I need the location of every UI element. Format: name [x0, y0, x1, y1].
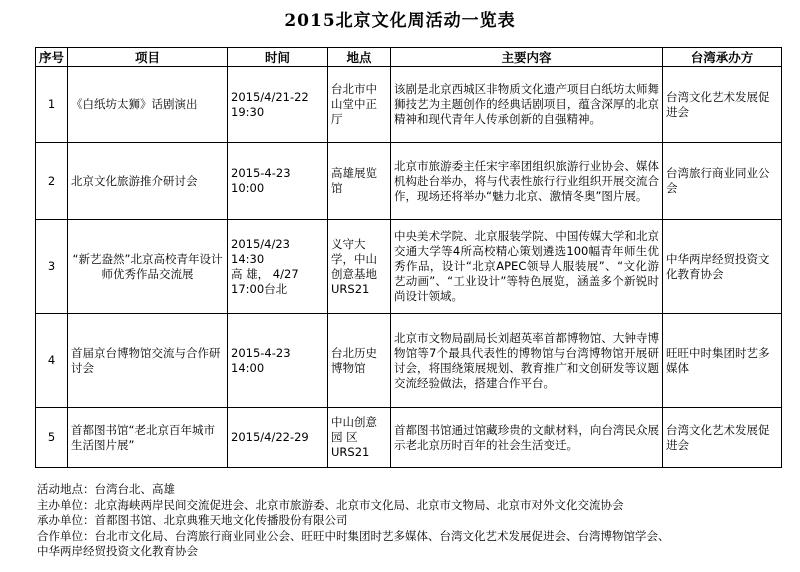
row-place: 高雄展览 馆: [328, 143, 391, 220]
row-time: 2015-4-23 14:00: [228, 314, 328, 408]
header-project: 项目: [68, 48, 228, 67]
row-index: 4: [36, 314, 68, 408]
row-place: 义守大 学，中山 创意基地 URS21: [328, 220, 391, 314]
row-project: “新艺盎然”北京高校青年设计师优秀作品交流展: [68, 220, 228, 314]
row-organizer: 台湾文化艺术发展促进会: [663, 408, 782, 468]
page-title: 2015北京文化周活动一览表: [284, 11, 516, 31]
row-content: 首都图书馆通过馆藏珍贵的文献材料，向台湾民众展示老北京历时百年的社会生活变迁。: [391, 408, 663, 468]
table-row: [36, 408, 782, 468]
row-index: 1: [36, 67, 68, 143]
row-time: 2015/4/23 14:30 高 雄， 4/27 17:00台北: [228, 220, 328, 314]
row-content: 该剧是北京西城区非物质文化遗产项目白纸坊太师舞狮技艺为主题创作的经典话剧项目，蕴含深厚的北京精神和现代青年人传承创新的自强精神。: [391, 67, 663, 143]
row-organizer: 台湾文化艺术发展促进会: [663, 67, 782, 143]
header-time: 时间: [228, 48, 328, 67]
footer-venue: 活动地点：台湾台北、高雄: [37, 482, 175, 496]
row-index: 3: [36, 220, 68, 314]
header-content: 主要内容: [391, 48, 663, 67]
row-content: 北京市旅游委主任宋宇率团组织旅游行业协会、媒体机构赴台举办，将与代表性旅行行业组织开展交流合作，现场还将举办“魅力北京、激情冬奥”图片展。: [391, 143, 663, 220]
row-content: 中央美术学院、北京服装学院、中国传媒大学和北京交通大学等4所高校精心策划遴选100幅青年师生优秀作品，设计“北京APEC领导人服装展”、“文化游艺动画”、“工业设计”等特色展览，涵盖多个新锐时尚设计领域。: [391, 220, 663, 314]
row-project: 《白纸坊太狮》话剧演出: [68, 67, 228, 143]
row-time: 2015-4-23 10:00: [228, 143, 328, 220]
row-time: 2015/4/21-22 19:30: [228, 67, 328, 143]
row-index: 2: [36, 143, 68, 220]
table-header-row: [36, 48, 782, 67]
table-row: [36, 67, 782, 143]
footer-undertaker: 承办单位：首都图书馆、北京典雅天地文化传播股份有限公司: [37, 513, 348, 527]
header-index: 序号: [36, 48, 68, 67]
header-place: 地点: [328, 48, 391, 67]
row-project: 首届京台博物馆交流与合作研讨会: [68, 314, 228, 408]
row-organizer: 中华两岸经贸投资文化教育协会: [663, 220, 782, 314]
row-organizer: 旺旺中时集团时艺多媒体: [663, 314, 782, 408]
row-index: 5: [36, 408, 68, 468]
row-content: 北京市文物局副局长刘超英率首都博物馆、大钟寺博物馆等7个最具代表性的博物馆与台湾博物馆开展研讨会，将围绕策展规划、教育推广和文创研发等议题交流经验做法，搭建合作平台。: [391, 314, 663, 408]
activity-table: [35, 47, 782, 468]
table-row: [36, 143, 782, 220]
footer-partners-line2: 中华两岸经贸投资文化教育协会: [37, 544, 198, 558]
row-place: 台北历史 博物馆: [328, 314, 391, 408]
row-organizer: 台湾旅行商业同业公会: [663, 143, 782, 220]
row-time: 2015/4/22-29: [228, 408, 328, 468]
header-organizer: 台湾承办方: [663, 48, 782, 67]
row-project: 北京文化旅游推介研讨会: [68, 143, 228, 220]
row-place: 中山创意 园 区 URS21: [328, 408, 391, 468]
footer-notes: [37, 482, 797, 560]
table-row: [36, 220, 782, 314]
table-row: [36, 314, 782, 408]
row-place: 台北市中 山堂中正 厅: [328, 67, 391, 143]
row-project: 首都图书馆“老北京百年城市生活图片展”: [68, 408, 228, 468]
footer-partners-line1: 合作单位：台北市文化局、台湾旅行商业同业公会、旺旺中时集团时艺多媒体、台湾文化艺术发展促进会、台湾博物馆学会、: [37, 528, 670, 543]
footer-host: 主办单位：北京海峡两岸民间交流促进会、北京市旅游委、北京市文化局、北京市文物局、北京市对外文化交流协会: [37, 497, 624, 512]
